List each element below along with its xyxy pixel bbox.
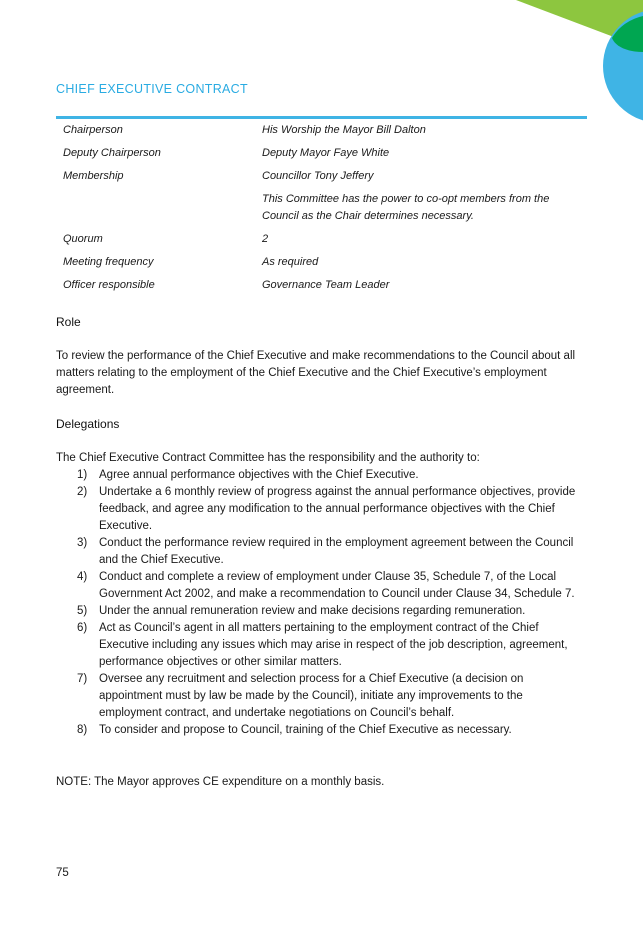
- list-item-number: 7): [77, 673, 88, 685]
- list-item-text: Conduct the performance review required in the employment agreement between the Council and the Chief Executive.: [99, 537, 574, 566]
- info-label: Meeting frequency: [63, 256, 154, 268]
- list-item-number: 6): [77, 622, 88, 634]
- delegations-heading: Delegations: [56, 417, 120, 431]
- info-row-officer-responsible: [63, 277, 583, 294]
- list-item: [56, 484, 586, 535]
- role-text: To review the performance of the Chief Executive and make recommendations to the Council about all matters relating to the employment of the Chief Executive and the Chief Executive’s employment agreement.: [56, 350, 576, 396]
- info-label: Membership: [63, 170, 124, 182]
- info-row-chairperson: [63, 122, 583, 139]
- list-item-text: Undertake a 6 monthly review of progress against the annual performance objectives, provide feedback, and agree any modification to the annual performance objectives with the Chief Executive.: [99, 486, 576, 532]
- info-label: Deputy Chairperson: [63, 147, 161, 159]
- list-item-number: 4): [77, 571, 88, 583]
- info-value: His Worship the Mayor Bill Dalton: [262, 124, 426, 136]
- info-value: [262, 168, 583, 225]
- blue-circle: [603, 9, 643, 123]
- dark-green-swoosh: [612, 16, 643, 52]
- role-heading: Role: [56, 315, 81, 329]
- info-value: Governance Team Leader: [262, 279, 390, 291]
- page-number: 75: [56, 867, 69, 879]
- list-item: [56, 620, 586, 671]
- list-item: [56, 535, 586, 569]
- info-row-membership: [63, 168, 583, 225]
- info-row-deputy-chairperson: [63, 145, 583, 162]
- list-item-text: Agree annual performance objectives with the Chief Executive.: [99, 469, 419, 481]
- membership-note: This Committee has the power to co-opt members from the Council as the Chair determines necessary.: [262, 193, 550, 222]
- list-item: [56, 671, 586, 722]
- list-item-number: 2): [77, 486, 88, 498]
- info-row-quorum: [63, 231, 583, 248]
- info-row-meeting-frequency: [63, 254, 583, 271]
- delegations-intro: The Chief Executive Contract Committee has the responsibility and the authority to:: [56, 452, 480, 464]
- membership-value: Councillor Tony Jeffery: [262, 170, 374, 182]
- list-item-number: 3): [77, 537, 88, 549]
- info-value: Deputy Mayor Faye White: [262, 147, 390, 159]
- list-item-number: 8): [77, 724, 88, 736]
- delegations-list: [56, 467, 586, 739]
- page-title: CHIEF EXECUTIVE CONTRACT: [56, 82, 248, 96]
- title-rule: [56, 116, 587, 119]
- list-item: [56, 467, 586, 484]
- list-item-text: Act as Council’s agent in all matters pertaining to the employment contract of the Chief Executive including any issues which may arise in respect of the job description, agreement, performance objectives or other similar matters.: [99, 622, 568, 668]
- list-item-text: To consider and propose to Council, training of the Chief Executive as necessary.: [99, 724, 512, 736]
- list-item-number: 5): [77, 605, 88, 617]
- info-value: As required: [262, 256, 319, 268]
- list-item: [56, 722, 586, 739]
- info-value: 2: [262, 233, 269, 245]
- list-item-text: Oversee any recruitment and selection process for a Chief Executive (a decision on appointment must by law be made by the Council), initiate any improvements to the employment contract, and undertake negotiations on Council’s behalf.: [99, 673, 524, 719]
- list-item-text: Conduct and complete a review of employment under Clause 35, Schedule 7, of the Local Government Act 2002, and make a recommendation to Council under Clause 34, Schedule 7.: [99, 571, 575, 600]
- info-label: Chairperson: [63, 124, 123, 136]
- committee-info-table: [63, 122, 583, 300]
- list-item: [56, 569, 586, 603]
- list-item-number: 1): [77, 469, 88, 481]
- green-swoosh: [516, 0, 643, 48]
- list-item-text: Under the annual remuneration review and make decisions regarding remuneration.: [99, 605, 526, 617]
- info-label: Officer responsible: [63, 279, 155, 291]
- corner-decoration: [0, 0, 643, 140]
- note-text: NOTE: The Mayor approves CE expenditure on a monthly basis.: [56, 776, 385, 788]
- list-item: [56, 603, 586, 620]
- info-label: Quorum: [63, 233, 103, 245]
